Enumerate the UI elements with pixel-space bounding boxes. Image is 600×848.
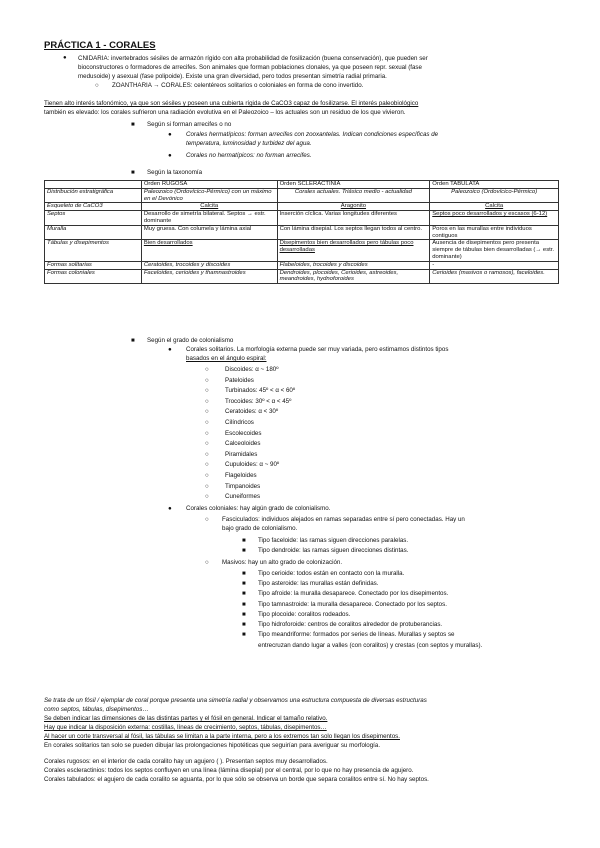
table-cell [45, 181, 142, 189]
coloniales-text: Corales coloniales: hay algún grado de colonialismo. [186, 505, 331, 512]
list-item: Pateloides [225, 376, 254, 384]
row-label: Distribución estratigráfica [45, 188, 142, 203]
circle-bullet-icon: ○ [205, 482, 209, 490]
intro-line: ZOANTHARIA → CORALES: celentéreos solitarios o coloniales en forma de cono invertido. [112, 82, 364, 89]
table-cell: Ausencia de disepimentos pero presenta siempre de tábulas bien desarrolladas (→ estr. dominante) [430, 240, 559, 261]
table-row [45, 211, 559, 226]
list-item: Tipo cerioide: todos están en contacto con la muralla. [258, 570, 405, 577]
circle-bullet-icon: ○ [205, 516, 209, 523]
circle-bullet-icon: ○ [205, 429, 209, 437]
table-cell: Calcita [141, 203, 277, 211]
row-label: Muralla [45, 225, 142, 240]
square-bullet-icon: ■ [131, 337, 135, 344]
table-cell: Paleozoico (Ordovícico-Pérmico) [430, 188, 559, 203]
table-header: Orden RUGOSA [141, 181, 277, 189]
square-bullet-icon: ■ [131, 121, 135, 128]
circle-bullet-icon: ○ [205, 397, 209, 405]
taxonomy-table [44, 180, 559, 284]
table-row [45, 203, 559, 211]
table-cell: Inserción cíclica. Varias longitudes diferentes [277, 211, 430, 226]
table-cell: Muy gruesa. Con columela y lámina axial [141, 225, 277, 240]
hermatipicos-text: Corales hermatípicos: forman arrecifes con zooxantelas. Indican condiciones específicas de [186, 131, 439, 138]
tabulados-line: Corales tabulados: el agujero de cada coralito se aguanta, por lo que sólo se observa un borde que separa coralitos entre sí. No hay septos. [44, 776, 429, 783]
table-row [45, 225, 559, 240]
list-item: Tipo tamnastroide: la muralla desaparece. Conectado por los septos. [258, 600, 447, 608]
table-cell: Con lámina disepial. Los septos llegan todos al centro. [277, 225, 430, 240]
square-bullet-icon: ■ [242, 580, 246, 588]
circle-bullet-icon: ○ [205, 419, 209, 426]
table-cell: Corales actuales. Triásico medio - actualidad [277, 188, 430, 203]
square-bullet-icon: ■ [242, 570, 246, 577]
bullet-icon: ● [168, 152, 172, 159]
list-item: Tipo afroide: la muralla desaparece. Conectado por los disepimentos. [258, 590, 449, 598]
table-row [45, 269, 559, 284]
circle-bullet-icon: ○ [205, 559, 209, 566]
table-cell: Disepimentos bien desarrollados pero tábulas poco desarrolladas [277, 240, 430, 261]
table-cell: Calcita [430, 203, 559, 211]
list-item: Tipo meandriforme: formados por series de líneas. Murallas y septos se [258, 631, 455, 639]
table-cell: Flabeloides, trocoides y discoides [277, 261, 430, 269]
table-header: Orden TABULATA [430, 181, 559, 189]
list-item: Calceoloides [225, 440, 261, 448]
table-cell: - [430, 261, 559, 269]
no-hermatipicos-text: Corales no hermatípicos: no forman arrecifes. [186, 152, 312, 159]
list-item: Cuneiformes [225, 493, 261, 501]
intro-line: bioconstructores o formadores de arrecifes. Son animales que forman poblaciones clonales, ya que poseen repr. sexual (fase [78, 64, 422, 71]
list-item: Turbinados: 45º < α < 60º [225, 387, 296, 395]
circle-bullet-icon: ○ [205, 408, 209, 416]
table-header-row [45, 181, 559, 189]
bullet-icon: ● [63, 55, 67, 61]
closing-line: Hay que indicar la disposición externa: costillas, líneas de crecimiento, septos, tábulas, disepimentos… [44, 724, 327, 731]
table-row [45, 240, 559, 261]
list-item: Ceratoides: α < 30º [225, 408, 279, 416]
bullet-icon: ● [168, 131, 172, 138]
square-bullet-icon: ■ [242, 631, 246, 639]
table-row [45, 261, 559, 269]
intro-line: CNIDARIA: invertebrados sésiles de armazón rígido con alta probabilidad de fosilización (buena conservación), que pueden ser [78, 55, 428, 62]
circle-bullet-icon: ○ [205, 493, 209, 501]
solitarios-text: Corales solitarios. La morfología externa puede ser muy variada, pero estimamos distintos tipos [186, 346, 449, 353]
rugosos-line: Corales rugosos: en el interior de cada coralito hay un agujero ( ). Presentan septos muy desarrollados. [44, 758, 328, 765]
table-row [45, 188, 559, 203]
circle-bullet-icon: ○ [205, 450, 209, 458]
row-label: Formas coloniales [45, 269, 142, 284]
list-item: Tipo faceloide: las ramas siguen direcciones paralelas. [258, 537, 409, 544]
bullet-icon: ● [168, 505, 172, 512]
hermatipicos-text: temperatura, luminosidad y turbidez del agua. [186, 140, 312, 147]
circle-bullet-icon: ○ [205, 387, 209, 395]
circle-bullet-icon: ○ [205, 461, 209, 469]
table-cell: Dendroides, plocoides, Cerioides, astreoides, meandroides, hydnoforoides [277, 269, 430, 284]
circle-bullet-icon: ○ [205, 366, 209, 373]
circle-bullet-icon: ○ [205, 376, 209, 384]
closing-line: Se deben indicar las dimensiones de las distintas partes y el fósil en general. Indicar el tamaño relativo. [44, 715, 328, 722]
table-cell: Ceratoides, trocoides y discoides [141, 261, 277, 269]
circle-bullet-icon: ○ [95, 82, 99, 89]
closing-line: Se trata de un fósil / ejemplar de coral porque presenta una simetría radial y observamos una estructura compuesta de diversas estructuras [44, 697, 427, 704]
square-bullet-icon: ■ [242, 600, 246, 608]
list-item: Piramidales [225, 450, 258, 458]
table-cell: Desarrollo de simetría bilateral. Septos → estr. dominante [141, 211, 277, 226]
list-item: Escolecoides [225, 429, 262, 437]
list-item: Discoides: α ~ 180º [225, 366, 279, 373]
row-label: Formas solitarias [45, 261, 142, 269]
intro-line: Tienen alto interés tafonómico, ya que son sésiles y poseen una cubierta rígida de CaCO3 capaz de fosilizarse. El interés paleobiológico [44, 100, 419, 107]
table-header: Orden SCLERACTINIA [277, 181, 430, 189]
escleractinios-line: Corales escleractinios: todos los septos confluyen en una línea (lámina disepial) por el central, por lo que no hay presencia de agujero. [44, 767, 414, 774]
table-cell: Faceloides, cerioides y thamnastroides [141, 269, 277, 284]
list-item: Trocoides: 30º < α < 45º [225, 397, 292, 405]
square-bullet-icon: ■ [242, 621, 246, 628]
list-item: Tipo asteroide: las murallas están definidas. [258, 580, 379, 588]
row-label: Esqueleto de CaCO3 [45, 203, 142, 211]
closing-line: como septos, tábulas, disepimentos… [44, 706, 149, 713]
list-item: Timpanoides [225, 482, 261, 490]
table-cell: Bien desarrollados [141, 240, 277, 261]
fasciculados-text: bajo grado de colonialismo. [222, 525, 298, 532]
page-title: PRÁCTICA 1 - CORALES [44, 40, 156, 51]
closing-line: Al hacer un corte transversal al fósil, las tábulas se limitan a la parte interna, pero a los extremos tan solo llegan los disepimentos. [44, 733, 400, 740]
list-item: Tipo hidroforoide: centros de coralitos alrededor de protuberancias. [258, 621, 443, 628]
row-label: Tábulas y disepimentos [45, 240, 142, 261]
list-item: entrecruzan dando lugar a valles (con coralitos) y crestas (con septos y murallas). [258, 642, 483, 649]
square-bullet-icon: ■ [242, 547, 246, 554]
table-cell: Cerioides (masivos o ramosos), faceloides. [430, 269, 559, 284]
circle-bullet-icon: ○ [205, 472, 209, 479]
square-bullet-icon: ■ [242, 537, 246, 544]
list-item: Cilíndricos [225, 419, 254, 426]
square-bullet-icon: ■ [242, 610, 246, 618]
masivos-text: Masivos: hay un alto grado de colonización. [222, 559, 343, 566]
intro-line: medusoide) y asexual (fase polipoide). Existe una gran diversidad, pero todos presentan simetría radial primaria. [78, 73, 387, 80]
square-bullet-icon: ■ [242, 590, 246, 598]
table-cell: Aragonito [277, 203, 430, 211]
list-item: Tipo dendroide: las ramas siguen direcciones distintas. [258, 547, 409, 554]
table-cell: Poros en las murallas entre individuos contiguos [430, 225, 559, 240]
table-cell: Septos poco desarrollados y escasos (6-12) [430, 211, 559, 226]
intro-line: también es elevado: los corales sufrieron una radiación evolutiva en el Paleozoico – los actuales son un residuo de los que vivieron. [44, 109, 406, 116]
section-heading: Según si forman arrecifes o no [147, 121, 232, 128]
closing-line: En corales solitarios tan solo se pueden dibujar las prolongaciones hipotéticas que seguirían para averiguar su morfología. [44, 742, 381, 749]
table-cell: Paleozoico (Ordovícico-Pérmico) con un máximo en el Devónico [141, 188, 277, 203]
section-heading: Según el grado de colonialismo [147, 337, 234, 344]
fasciculados-text: Fasciculados: individuos alejados en ramas separadas entre sí pero conectadas. Hay un [222, 516, 465, 523]
list-item: Tipo plocoide: coralitos rodeados. [258, 610, 351, 618]
row-label: Septos [45, 211, 142, 226]
list-item: Cupuloides: α ~ 90º [225, 461, 280, 469]
bullet-icon: ● [168, 346, 172, 353]
list-item: Flageloides [225, 472, 257, 479]
circle-bullet-icon: ○ [205, 440, 209, 448]
solitarios-text: basados en el ángulo espiral: [186, 355, 267, 362]
section-heading: Según la taxonomía [147, 169, 203, 176]
square-bullet-icon: ■ [131, 169, 135, 176]
